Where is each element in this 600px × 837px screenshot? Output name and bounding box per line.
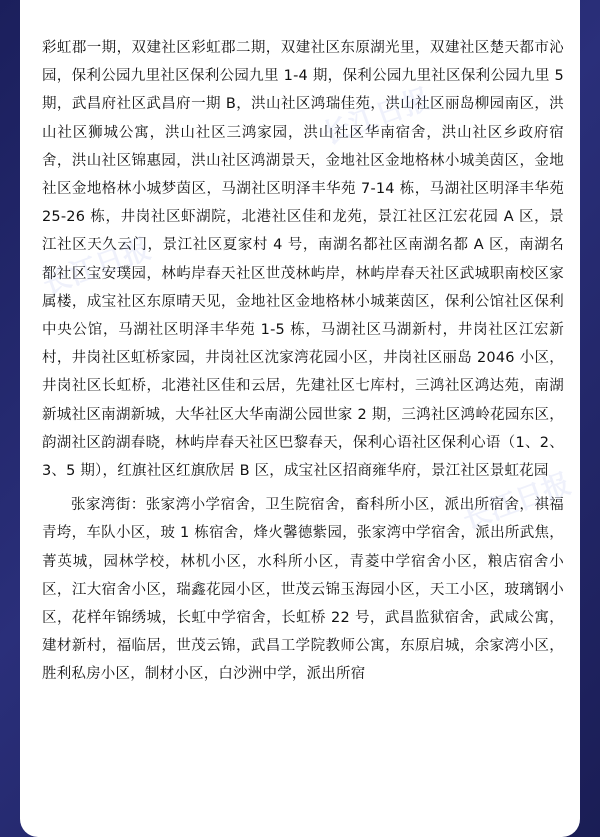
paragraph-zhangjiawan-street: 张家湾街：张家湾小学宿舍，卫生院宿舍，畜科所小区，派出所宿舍，祺福青垮，车队小区，玻 1 栋宿舍，烽火馨德紫园，张家湾中学宿舍，派出所武焦，菁英城，园林学校，林机小区，水科所小区，青菱中学宿舍小区，粮店宿舍小区，江大宿舍小区，瑞鑫花园小区，世茂云锦玉海园小区，天工小区，玻璃钢小区，花样年锦绣城，长虹中学宿舍，长虹桥 22 号，武昌监狱宿舍，武咸公寓，建材新村，福临居，世茂云锦，武昌工学院教师公寓，东原启城，余家湾小区，胜利私房小区，制材小区，白沙洲中学，派出所宿 <box>42 497 564 683</box>
watermark: 长江日报 <box>458 466 575 537</box>
watermark: 长江日报 <box>318 81 435 152</box>
document-card <box>20 0 580 837</box>
watermark: 长江日报 <box>38 231 155 302</box>
paragraph-community-list: 彩虹郡一期，双建社区彩虹郡二期，双建社区东原湖光里，双建社区楚天都市沁园，保利公园九里社区保利公园九里 1-4 期，保利公园九里社区保利公园九里 5 期，武昌府社区武昌府一期 B，洪山社区鸿瑞佳苑，洪山社区丽岛柳园南区，洪山社区狮城公寓，洪山社区三鸿家园，洪山社区华南宿舍，洪山社区乡政府宿舍，洪山社区锦惠园，洪山社区鸿湖景天，金地社区金地格林小城美茵区，金地社区金地格林小城梦茵区，马湖社区明泽丰华苑 7-14 栋，马湖社区明泽丰华苑 25-26 栋，井岗社区虾湖院，北港社区佳和龙苑，景江社区江宏花园 A 区，景江社区天久云门，景江社区夏家村 4 号，南湖名都社区南湖名都 A 区，南湖名都社区宝安璞园，林屿岸春天社区世茂林屿岸，林屿岸春天社区武城职南校区家属楼，成宝社区东原晴天见，金地社区金地格林小城莱茵区，保利公馆社区保利中央公馆，马湖社区明泽丰华苑 1-5 栋，马湖社区马湖新村，井岗社区江宏新村，井岗社区虹桥家园，井岗社区沈家湾花园小区，井岗社区丽岛 2046 小区，井岗社区长虹桥，北港社区佳和云居，先建社区七库村，三鸿社区鸿达苑，南湖新城社区南湖新城，大华社区大华南湖公园世家 2 期，三鸿社区鸿岭花园东区，韵湖社区韵湖春晓，林屿岸春天社区巴黎春天，保利心语社区保利心语（1、2、3、5 期），红旗社区红旗欣居 B 区，成宝社区招商雍华府，景江社区景虹花园 <box>42 40 564 480</box>
